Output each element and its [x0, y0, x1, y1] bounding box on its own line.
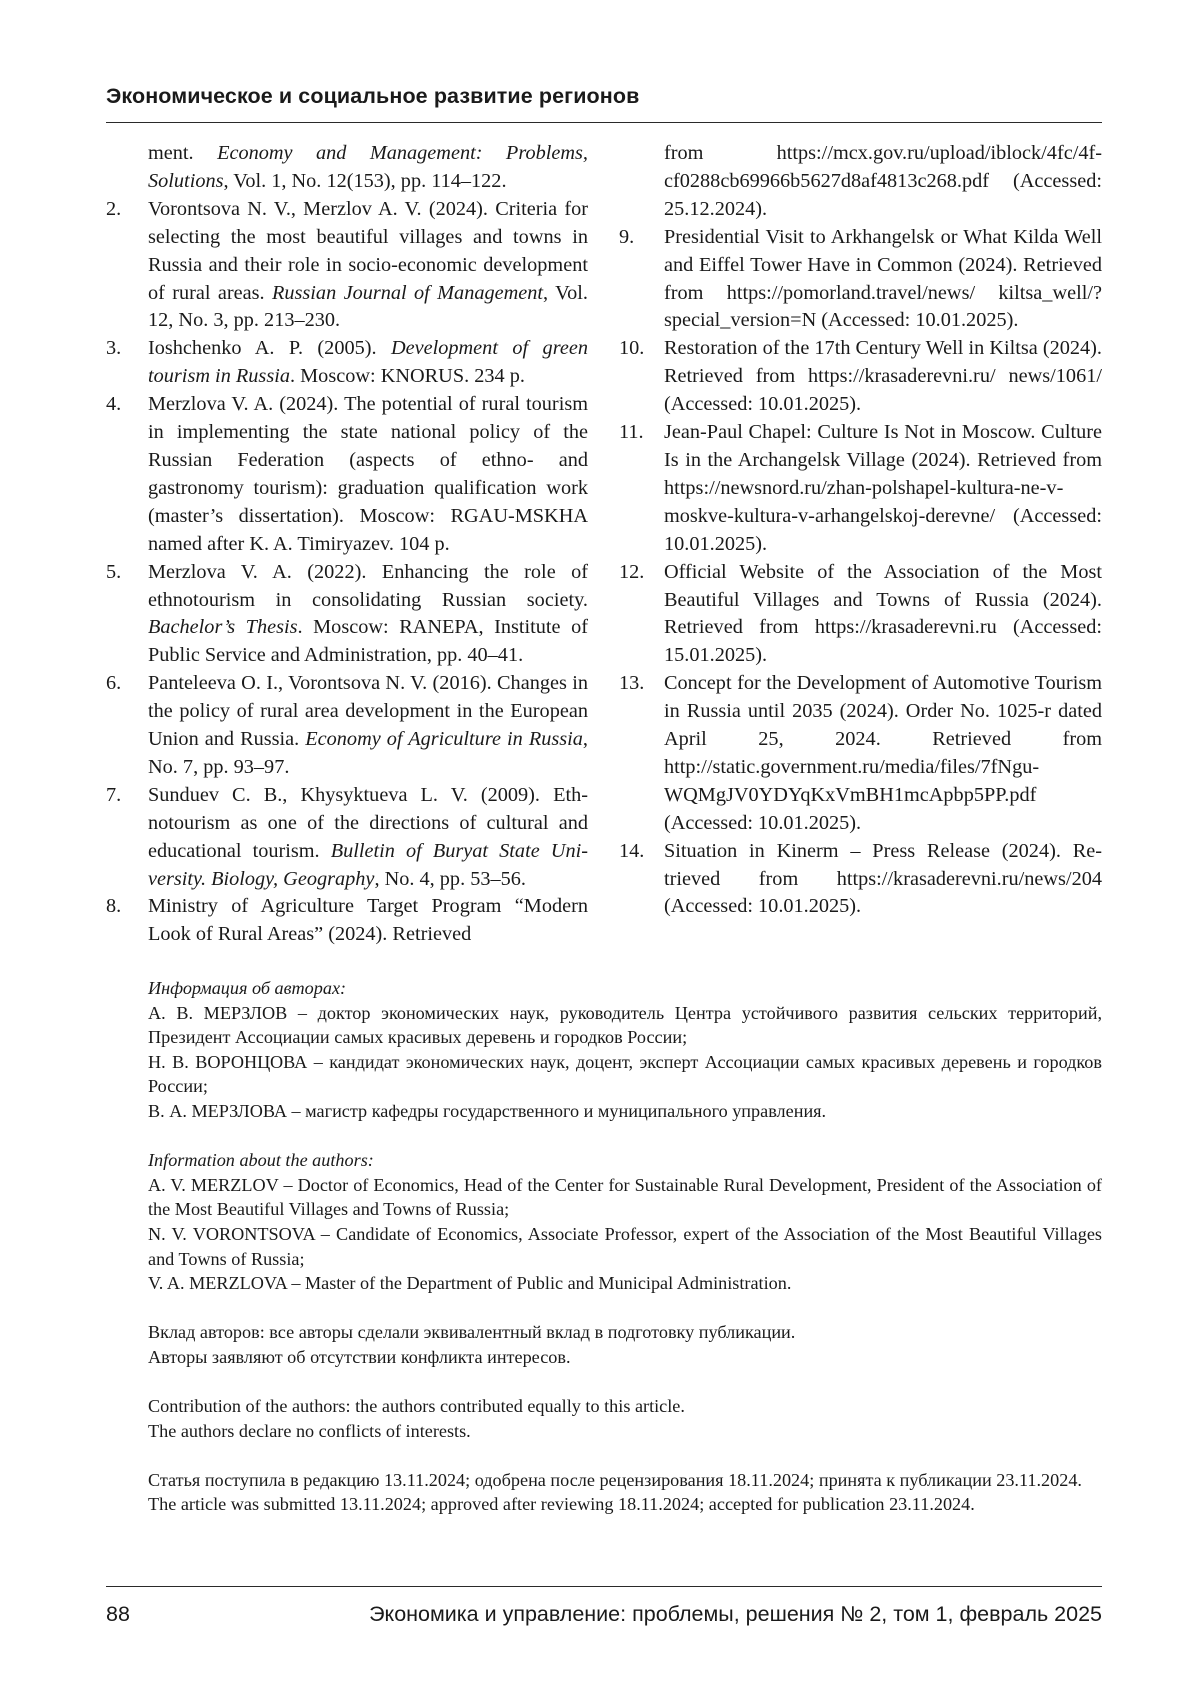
reference-source-title: Economy and Management: Problems, Solutions	[148, 142, 588, 192]
reference-number: 7.	[106, 783, 122, 806]
reference-item	[619, 335, 1102, 419]
authors-ru-heading: Информация об авторах:	[148, 978, 347, 998]
author-info-en: A. V. MERZLOV – Doctor of Economics, Head of the Center for Sustainable Rural Development, President of the Association of the Most Beautiful Villages and Towns of Russia;	[148, 1174, 1102, 1220]
article-metadata	[148, 976, 1102, 1517]
reference-number: 13.	[619, 672, 645, 695]
contribution-en: Contribution of the authors: the authors contributed equally to this article.	[148, 1396, 685, 1417]
reference-text: Jean-Paul Chapel: Culture Is Not in Moscow. Culture Is in the Archangelsk Village (2024). Retrieved from https://newsnord.ru/zhan-polshapel-kultura-ne-v-moskve-kultura-v-arhangelskoj-derevne/ (Accessed: 10.01.2025).	[664, 421, 1102, 555]
reference-number: 10.	[619, 337, 645, 360]
reference-item	[106, 670, 588, 782]
dates-en: The article was submitted 13.11.2024; approved after reviewing 18.11.2024; accepted for publication 23.11.2024.	[148, 1494, 975, 1515]
reference-text: Concept for the Development of Automotive Tourism in Russia until 2035 (2024). Order No. 1025-r dated April 25, 2024. Retrieved from http://static.government.ru/media/files/7fNguWQMgJV0YDYqKxVmBH1mcApbp5PP.pdf (Accessed: 10.01.2025).	[664, 672, 1102, 834]
reference-number: 8.	[106, 895, 122, 918]
running-head: Экономическое и социальное развитие регионов	[106, 84, 640, 108]
spacer	[148, 1296, 1102, 1321]
reference-item	[619, 224, 1102, 336]
reference-item	[106, 196, 588, 336]
dates-ru: Статья поступила в редакцию 13.11.2024; одобрена после рецензирования 18.11.2024; принята к публикации 23.11.2024.	[148, 1469, 1082, 1490]
reference-source-title: Bulletin of Buryat State University. Biology, Geography	[148, 839, 588, 890]
reference-item	[106, 559, 588, 671]
reference-number: 9.	[619, 225, 635, 248]
reference-text: Presidential Visit to Arkhangelsk or What Kilda Well and Eiffel Tower Have in Common (2024). Retrieved from https://pomorland.travel/news/ kiltsa_well/?special_version=N (Accessed: 10.01.2025).	[664, 225, 1102, 332]
author-info-ru: Н. В. ВОРОНЦОВА – кандидат экономических наук, доцент, эксперт Ассоциации самых красивых деревень и городков России;	[148, 1051, 1102, 1097]
reference-item	[619, 670, 1102, 837]
reference-text: , Vol. 12, No. 3, pp. 213–230.	[148, 281, 588, 332]
references-right-column	[619, 140, 1102, 921]
reference-item	[106, 335, 588, 391]
reference-text: Official Website of the Association of the Most Beautiful Villages and Towns of Russia (2024). Retrieved from https://krasaderevni.ru (Accessed: 15.01.2025).	[664, 560, 1102, 667]
reference-text: , Vol. 1, No. 12(153), pp. 114–122.	[223, 169, 507, 192]
reference-number: 6.	[106, 672, 122, 695]
spacer	[148, 1370, 1102, 1395]
reference-item	[619, 419, 1102, 559]
reference-text: Ioshchenko A. P. (2005).	[148, 337, 391, 360]
reference-text: . Moscow: RANEPA, Institute of Public Service and Administration, pp. 40–41.	[148, 616, 588, 667]
page-number: 88	[106, 1602, 130, 1626]
reference-text: , No. 4, pp. 53–56.	[374, 867, 526, 890]
reference-text: Situation in Kinerm – Press Release (2024). Retrieved from https://krasaderevni.ru/news/204 (Accessed: 10.01.2025).	[664, 839, 1102, 918]
reference-text: Merzlova V. A. (2022). Enhancing the role of ethnotourism in consolidating Russian society.	[148, 560, 588, 611]
header-rule	[106, 122, 1102, 123]
reference-number: 4.	[106, 393, 122, 416]
author-info-en: V. A. MERZLOVA – Master of the Department of Public and Municipal Administration.	[148, 1273, 792, 1294]
reference-item	[106, 893, 588, 949]
reference-number: 12.	[619, 560, 645, 583]
references-list-left	[106, 140, 588, 949]
reference-text: ment.	[148, 142, 218, 164]
author-info-en: N. V. VORONTSOVA – Candidate of Economics, Associate Professor, expert of the Association of the Most Beautiful Villages and Towns of Russia;	[148, 1223, 1102, 1269]
reference-item	[106, 782, 588, 894]
reference-item	[619, 838, 1102, 922]
reference-text: , No. 7, pp. 93–97.	[148, 728, 588, 778]
reference-item	[106, 140, 588, 196]
journal-info: Экономика и управление: проблемы, решения № 2, том 1, февраль 2025	[369, 1602, 1102, 1626]
reference-number: 3.	[106, 337, 122, 360]
conflict-ru: Авторы заявляют об отсутствии конфликта интересов.	[148, 1346, 571, 1367]
spacer	[148, 1443, 1102, 1468]
reference-source-title: Economy of Agriculture in Russia	[305, 728, 583, 751]
conflict-en: The authors declare no conflicts of interests.	[148, 1420, 471, 1441]
references-list-right	[619, 140, 1102, 921]
reference-text: Ministry of Agriculture Target Program “Modern Look of Rural Areas” (2024). Retrieved	[148, 895, 588, 946]
reference-text: Sunduev C. B., Khysyktueva L. V. (2009). Ethnotourism as one of the directions of cultural and educational tourism.	[148, 783, 588, 862]
reference-text: Merzlova V. A. (2024). The potential of rural tourism in implementing the state national policy of the Russian Federation (aspects of ethno- and gastronomy tourism): graduation qualification work (master’s dissertation). Moscow: RGAU-MSKHA named after K. A. Timiryazev. 104 p.	[148, 393, 588, 555]
reference-text: . Moscow: KNORUS. 234 p.	[290, 365, 525, 388]
reference-number: 14.	[619, 839, 645, 862]
spacer	[148, 1124, 1102, 1149]
reference-item	[106, 391, 588, 558]
reference-item	[622, 140, 1102, 224]
reference-source-title: Bachelor’s Thesis	[148, 616, 298, 639]
contribution-ru: Вклад авторов: все авторы сделали эквивалентный вклад в подготовку публикации.	[148, 1322, 796, 1343]
author-info-ru: В. А. МЕРЗЛОВА – магистр кафедры государственного и муниципального управления.	[148, 1100, 827, 1121]
reference-number: 11.	[619, 421, 644, 444]
reference-text: Vorontsova N. V., Merzlov A. V. (2024). Criteria for selecting the most beautiful villages and towns in Russia and their role in socio-economic development of rural areas.	[148, 197, 588, 304]
reference-source-title: Russian Journal of Management	[271, 281, 544, 304]
reference-source-title: Development of green tourism in Russia	[148, 337, 588, 388]
reference-text: Panteleeva O. I., Vorontsova N. V. (2016). Changes in the policy of rural area development in the European Union and Russia.	[148, 672, 588, 751]
references-left-column	[106, 140, 588, 949]
author-info-ru: А. В. МЕРЗЛОВ – доктор экономических наук, руководитель Центра устойчивого развития сельских территорий, Президент Ассоциации самых красивых деревень и городков России;	[148, 1002, 1102, 1048]
reference-item	[619, 559, 1102, 671]
reference-number: 2.	[106, 197, 122, 220]
authors-en-heading: Information about the authors:	[148, 1150, 374, 1171]
footer-rule	[106, 1586, 1102, 1587]
reference-text: from https://mcx.gov.ru/upload/iblock/4fc/4fcf0288cb69966b5627d8af4813c268.pdf (Accessed: 25.12.2024).	[664, 142, 1102, 220]
reference-number: 5.	[106, 560, 122, 583]
reference-text: Restoration of the 17th Century Well in Kiltsa (2024). Retrieved from https://krasaderevni.ru/ news/1061/ (Accessed: 10.01.2025).	[664, 337, 1102, 416]
